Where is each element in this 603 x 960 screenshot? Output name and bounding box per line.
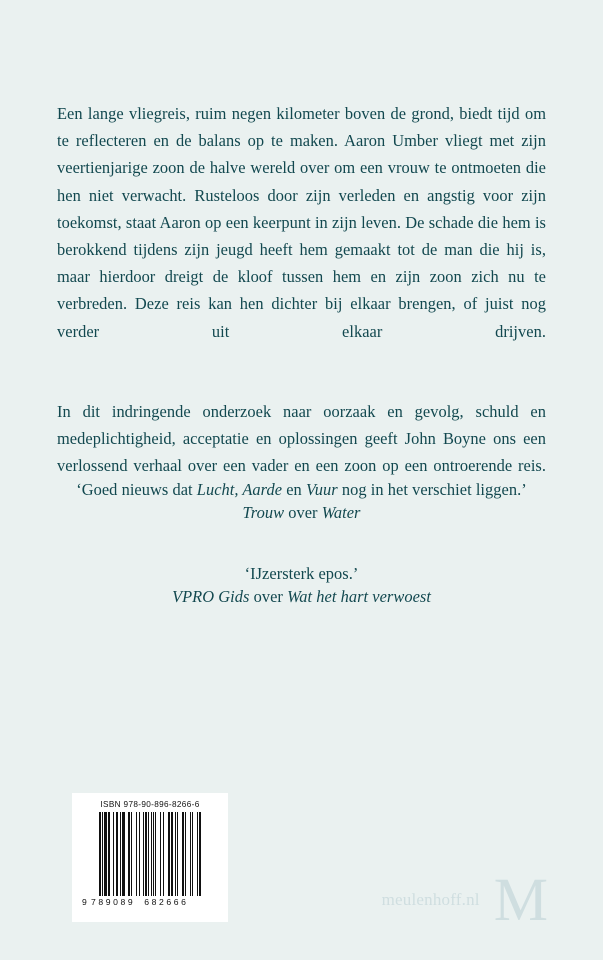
isbn-label: ISBN 978-90-896-8266-6 <box>100 800 200 809</box>
quote-1-source-name: Trouw <box>242 503 285 522</box>
blurb-text-block <box>57 100 546 507</box>
review-quote-2 <box>57 562 546 608</box>
barcode-bar <box>113 812 114 896</box>
barcode-bar <box>185 812 186 896</box>
barcode-bar <box>136 812 137 896</box>
barcode-bar <box>116 812 117 896</box>
ean-right-group: 682666 <box>144 897 189 907</box>
barcode-bar <box>143 812 144 896</box>
publisher-mark <box>372 867 547 935</box>
quote-text-1 <box>57 478 546 501</box>
quote-1-titles: Lucht, Aarde <box>196 480 283 499</box>
barcode-bar <box>182 812 183 896</box>
barcode-bar <box>131 812 132 896</box>
barcode-bar <box>145 812 147 896</box>
barcode-bar <box>177 812 178 896</box>
quote-2-source-connector: over <box>249 587 288 606</box>
barcode-bar <box>139 812 140 896</box>
barcode-bar <box>128 812 130 896</box>
quote-1-part-2: en <box>282 480 306 499</box>
ean-lead-digit: 9 <box>82 897 87 907</box>
barcode-bar <box>153 812 154 896</box>
quote-1-part-3: nog in het verschiet liggen.’ <box>337 480 527 499</box>
quote-2-source-title: Wat het hart verwoest <box>287 587 431 606</box>
quote-1-title-2: Vuur <box>305 480 338 499</box>
barcode-bar <box>199 812 200 896</box>
publisher-website: meulenhoff.nl <box>381 889 480 909</box>
quote-source-1 <box>57 501 546 524</box>
barcode-bar <box>108 812 110 896</box>
barcode-bar <box>175 812 176 896</box>
quote-1-part-1: ‘Goed nieuws dat <box>76 480 197 499</box>
barcode-bar <box>122 812 125 896</box>
barcode-bars <box>81 812 219 896</box>
barcode-bar <box>171 812 173 896</box>
blurb-paragraph-1: Een lange vliegreis, ruim negen kilometer boven de grond, biedt tijd om te reflecteren en de balans op te maken. Aaron Umber vliegt met zijn veertienjarige zoon de halve wereld over om een vrouw te ontmoeten die hen niet verwacht. Rusteloos door zijn verleden en angstig voor zijn toekomst, staat Aaron op een keerpunt in zijn leven. De schade die hem is berokkend tijdens zijn jeugd heeft hem gemaakt tot de man die hij is, maar hierdoor dreigt de kloof tussen hem en zijn zoon zich nu te verbreden. Deze reis kan hen dichter bij elkaar brengen, of juist nog verder uit elkaar drijven. <box>57 104 546 341</box>
barcode-bar <box>192 812 193 896</box>
quote-1-source-title: Water <box>321 503 361 522</box>
barcode-bar <box>102 812 103 896</box>
ean-digits <box>81 897 219 907</box>
barcode-bar <box>160 812 161 896</box>
meulenhoff-m-logo: M <box>493 867 547 935</box>
barcode-bar <box>163 812 164 896</box>
quote-source-2 <box>57 585 546 608</box>
barcode-bar <box>99 812 100 896</box>
barcode-bar <box>151 812 152 896</box>
quote-2-source-name: VPRO Gids <box>172 587 250 606</box>
barcode-bar <box>155 812 156 896</box>
barcode-bar <box>120 812 121 896</box>
quote-2-part-1: ‘IJzersterk epos.’ <box>244 564 359 583</box>
review-quotes <box>57 478 546 608</box>
barcode-bar <box>148 812 149 896</box>
barcode-bar <box>104 812 107 896</box>
barcode-bar <box>197 812 198 896</box>
barcode-block <box>72 793 228 922</box>
ean-left-group: 789089 <box>90 897 136 907</box>
review-quote-1 <box>57 478 546 524</box>
blurb-paragraph-2: In dit indringende onderzoek naar oorzaak en gevolg, schuld en medeplichtigheid, acceptatie en oplossingen geeft John Boyne ons een verlossend verhaal over een vader en een zoon op een ontroerende reis. <box>57 402 546 476</box>
barcode-bar <box>190 812 191 896</box>
barcode-bar <box>168 812 170 896</box>
quote-text-2 <box>57 562 546 585</box>
quote-1-source-connector: over <box>284 503 322 522</box>
